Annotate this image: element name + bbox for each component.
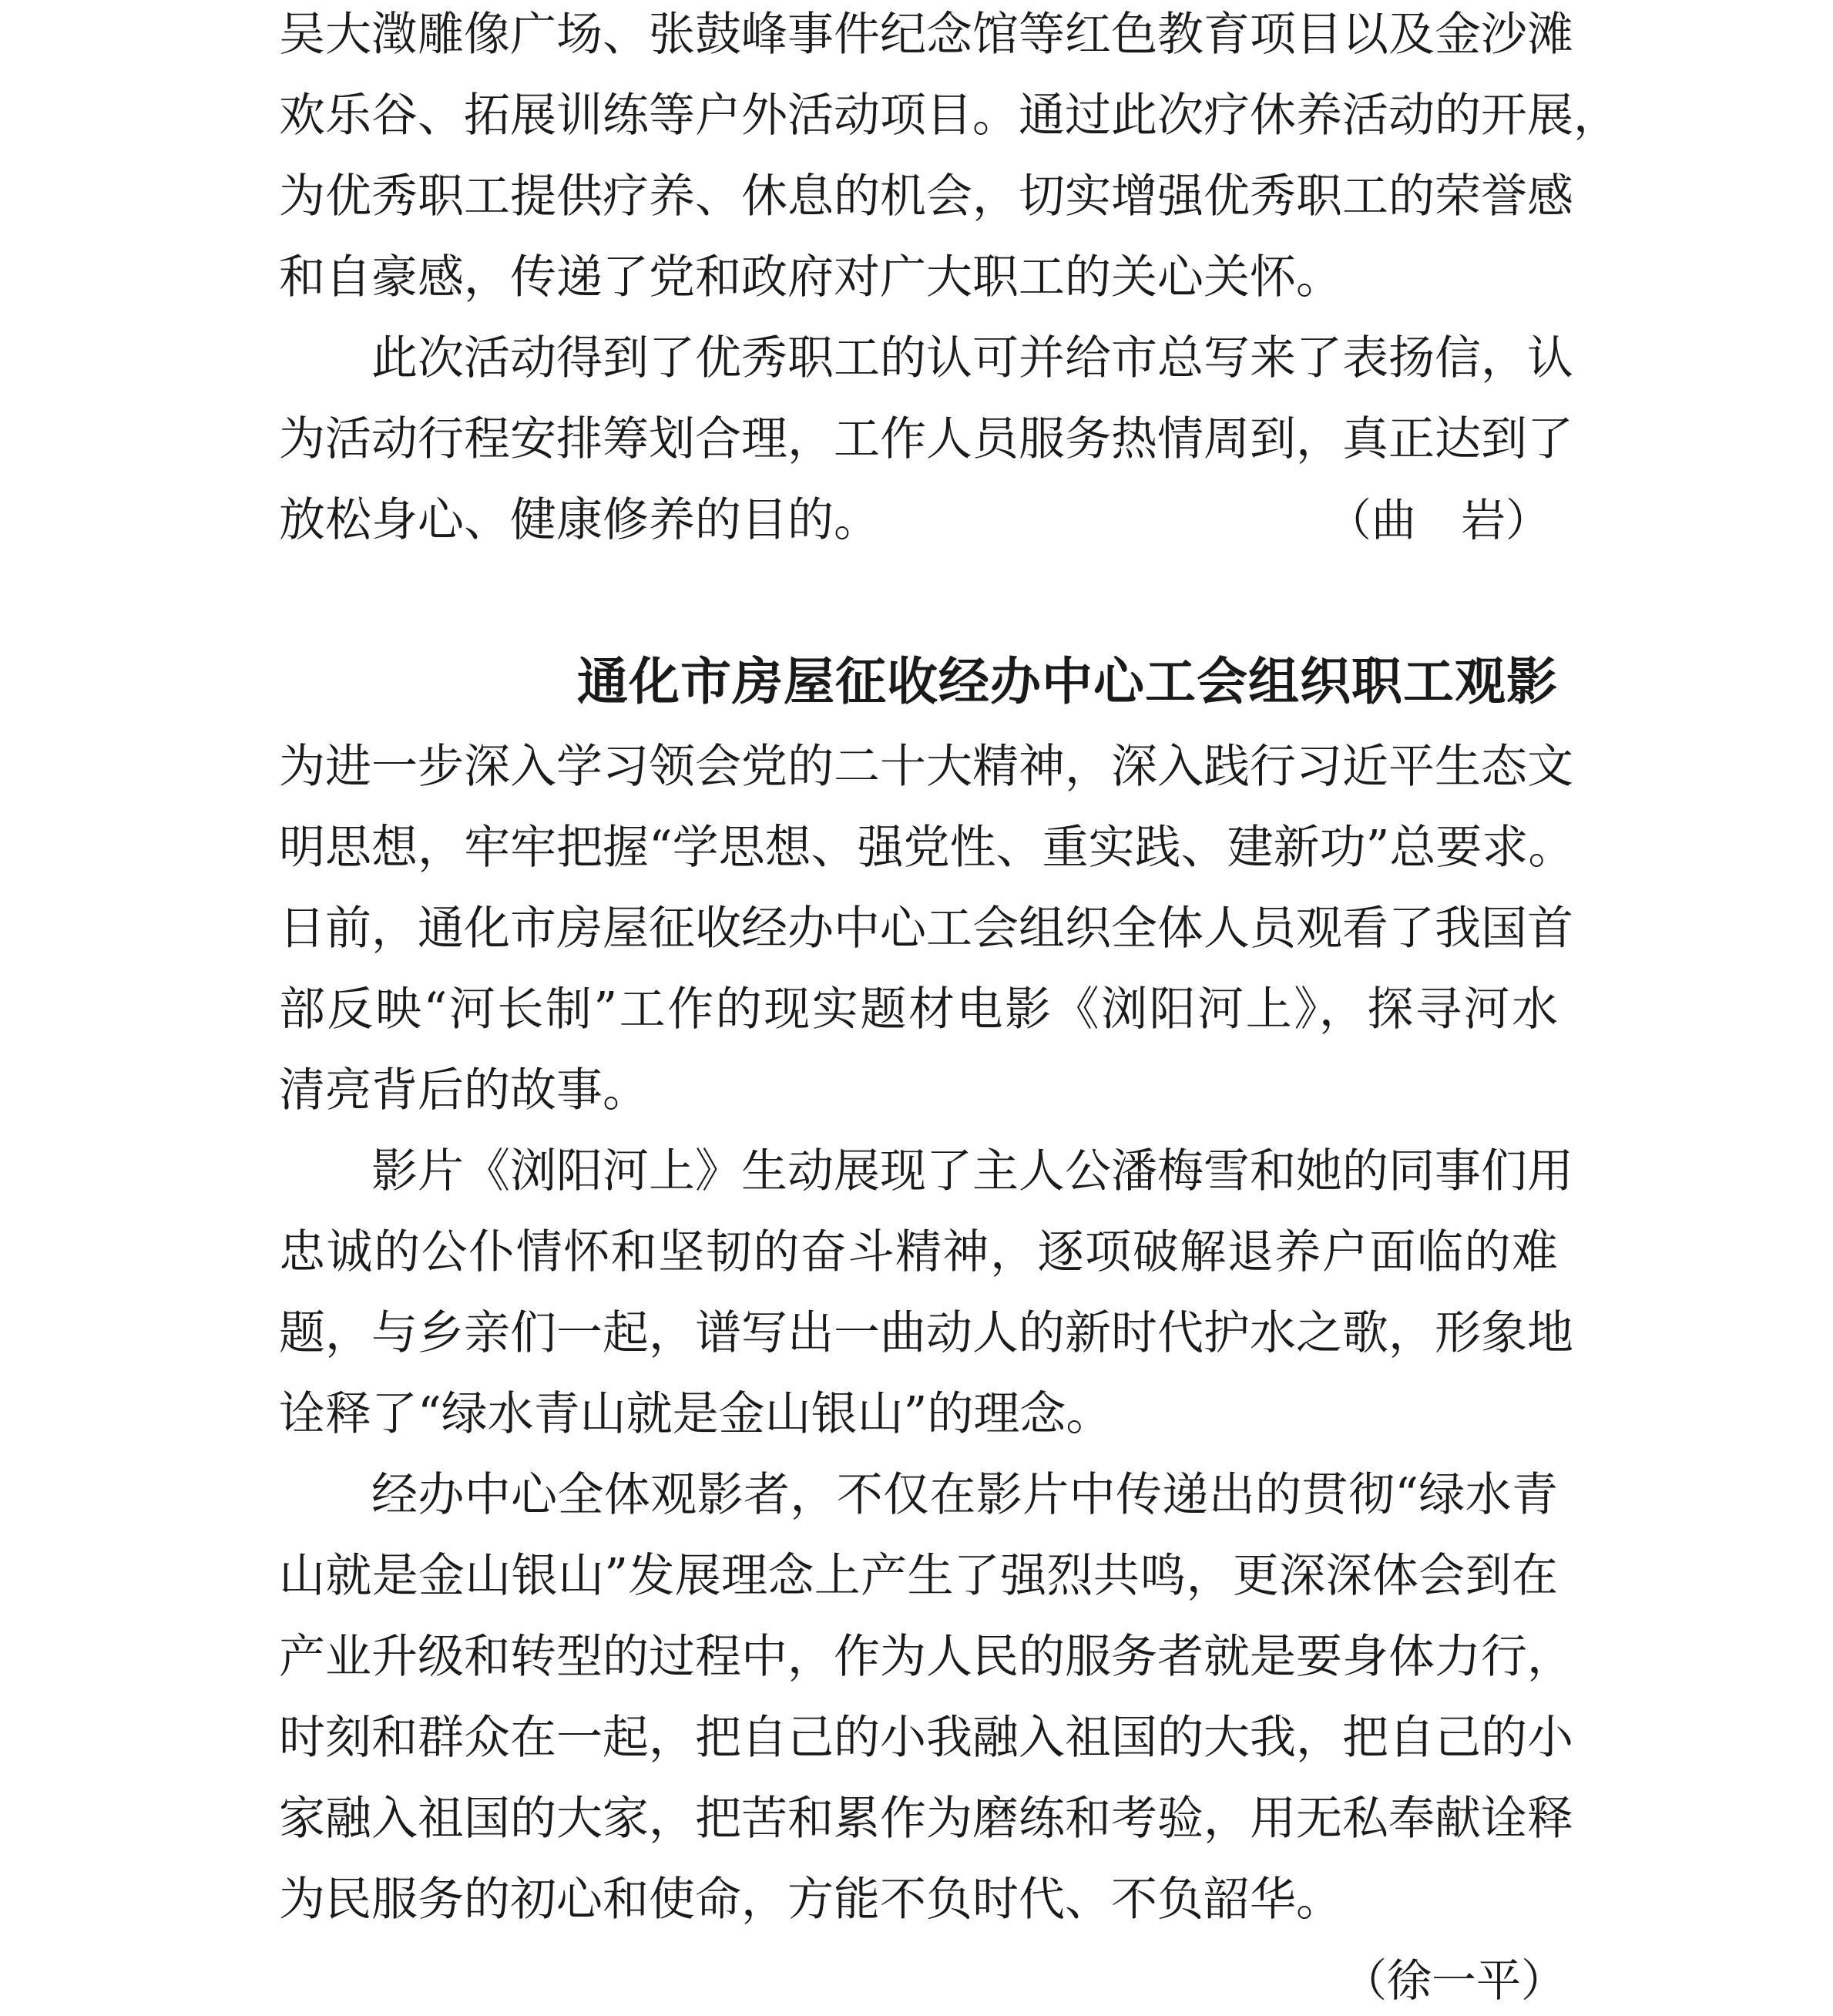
article1-line-5: 此次活动得到了优秀职工的认可并给市总写来了表扬信，认 (371, 331, 1573, 385)
article1-line-2: 欢乐谷、拓展训练等户外活动项目。通过此次疗休养活动的开展， (279, 89, 1620, 143)
article2-line-12: 产业升级和转型的过程中，作为人民的服务者就是要身体力行， (279, 1630, 1573, 1684)
article2-line-14: 家融入祖国的大家，把苦和累作为磨练和考验，用无私奉献诠释 (279, 1792, 1573, 1846)
article1-author: （曲 岩） (1327, 494, 1551, 546)
article2-line-8: 题，与乡亲们一起，谱写出一曲动人的新时代护水之歌，形象地 (279, 1306, 1573, 1360)
article2-line-5: 清亮背后的故事。 (279, 1063, 649, 1117)
article1-line-3: 为优秀职工提供疗养、休息的机会，切实增强优秀职工的荣誉感 (279, 170, 1573, 223)
article2-line-7: 忠诚的公仆情怀和坚韧的奋斗精神，逐项破解退养户面临的难 (279, 1225, 1558, 1279)
article2-line-1: 为进一步深入学习领会党的二十大精神，深入践行习近平生态文 (279, 740, 1573, 794)
article1-line-6: 为活动行程安排筹划合理，工作人员服务热情周到，真正达到了 (279, 412, 1573, 466)
article2-line-3: 日前，通化市房屋征收经办中心工会组织全体人员观看了我国首 (279, 902, 1573, 956)
article2-author: （徐一平） (1342, 1954, 1566, 2007)
article1-line-7: 放松身心、健康修养的目的。 (279, 493, 880, 547)
article2-line-15: 为民服务的初心和使命，方能不负时代、不负韶华。 (279, 1873, 1342, 1927)
article2-line-4: 部反映“河长制”工作的现实题材电影《浏阳河上》，探寻河水 (279, 983, 1558, 1037)
article2-line-9: 诠释了“绿水青山就是金山银山”的理念。 (279, 1387, 1113, 1441)
article2-title: 通化市房屋征收经办中心工会组织职工观影 (577, 652, 1558, 711)
article2-line-10: 经办中心全体观影者，不仅在影片中传递出的贯彻“绿水青 (371, 1468, 1558, 1522)
article1-line-4: 和自豪感，传递了党和政府对广大职工的关心关怀。 (279, 250, 1342, 304)
article1-line-1: 吴大澂雕像广场、张鼓峰事件纪念馆等红色教育项目以及金沙滩 (279, 8, 1573, 62)
article2-line-2: 明思想，牢牢把握“学思想、强党性、重实践、建新功”总要求。 (279, 821, 1575, 875)
article2-line-6: 影片《浏阳河上》生动展现了主人公潘梅雪和她的同事们用 (371, 1144, 1573, 1198)
article2-line-11: 山就是金山银山”发展理念上产生了强烈共鸣，更深深体会到在 (279, 1549, 1558, 1603)
article2-line-13: 时刻和群众在一起，把自己的小我融入祖国的大我，把自己的小 (279, 1711, 1573, 1765)
